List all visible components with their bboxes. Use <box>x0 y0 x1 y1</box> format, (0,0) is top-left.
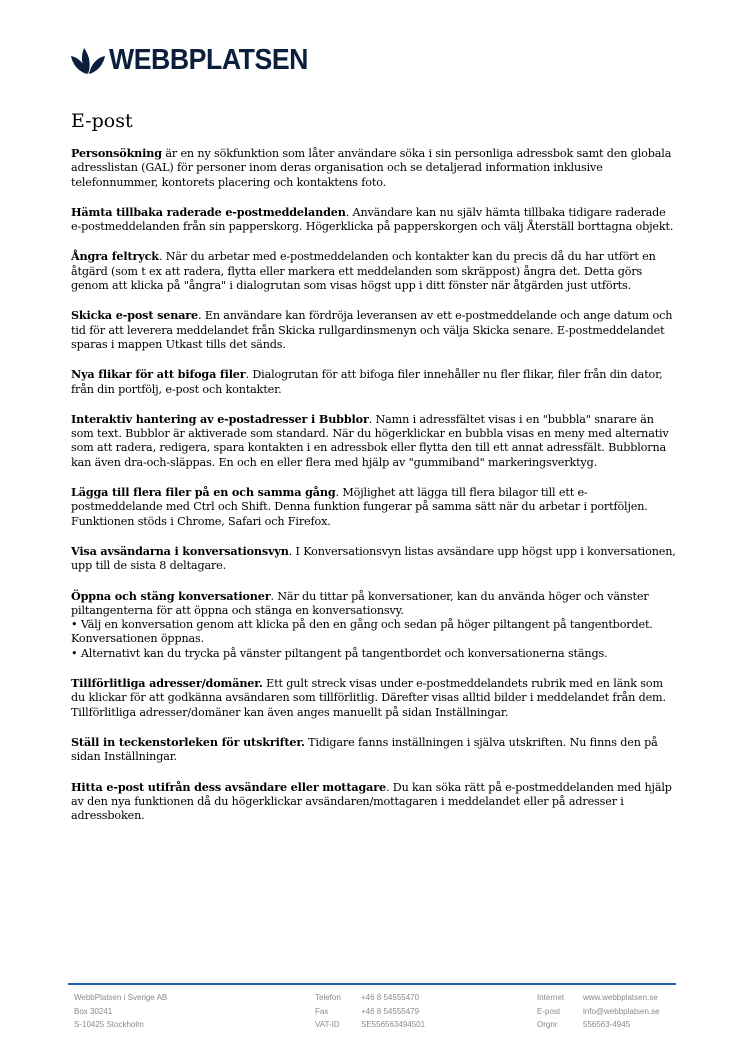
section-heading: Interaktiv hantering av e-postadresser i Bubblor <box>71 411 369 426</box>
section-text: . I Konversationsvyn listas avsändare upp högst upp i konversationen, upp till de sista 8 deltagare. <box>71 544 676 573</box>
section-heading: Visa avsändarna i konversationsvyn <box>71 543 289 558</box>
section-nya-flikar <box>71 367 677 397</box>
section-text: . Dialogrutan för att bifoga filer innehåller nu fler flikar, filer från din dator, från din portfölj, e-post och kontakter. <box>71 368 663 396</box>
leaf-logo-icon <box>70 42 106 78</box>
footer-website-link[interactable]: www.webbplatsen.se <box>583 993 658 1002</box>
section-heading: Öppna och stäng konversationer <box>71 588 271 603</box>
footer-label: Fax <box>315 1006 329 1016</box>
section-oppna-stang <box>71 589 677 661</box>
company-logo <box>70 40 325 80</box>
bullet-item: • Alternativt kan du trycka på vänster piltangent på tangentbordet och konversationerna stängs. <box>71 646 608 660</box>
section-text: Ett gult streck visas under e-postmeddelandets rubrik med en länk som du klickar för att godkänna avsändaren som tillförlitlig. Därefter visas alltid bilder i meddelandet från dem. Tillförlitliga adresser/domäner kan även anges manuellt på sidan Inställningar. <box>71 677 666 719</box>
section-heading: Personsökning <box>71 146 162 160</box>
section-heading: Ställ in teckenstorleken för utskrifter. <box>71 734 305 749</box>
section-text: är en ny sökfunktion som låter användare söka i sin personliga adressbok samt den globala adresslistan (GAL) för personer inom deras organisation och se detaljerad information inklusive telefonnummer, kontorets placering och kontaktens foto. <box>71 147 672 189</box>
footer-box: Box 30241 <box>74 1006 113 1016</box>
section-angra-feltryck <box>71 249 677 293</box>
footer-divider <box>68 983 676 985</box>
footer-email-link[interactable]: info@webbplatsen.se <box>583 1006 660 1016</box>
section-avsandare-konversationsvyn <box>71 544 677 574</box>
section-teckenstorlek <box>71 735 677 765</box>
bullet-item: • Välj en konversation genom att klicka på den en gång och sedan på höger piltangent på tangentbordet. Konversationen öppnas. <box>71 618 653 646</box>
footer-company-name: WebbPlatsen i Sverige AB <box>74 993 168 1002</box>
footer-label: VAT-ID <box>315 1020 340 1029</box>
section-tillforlitliga <box>71 676 677 720</box>
section-text: . En användare kan fördröja leveransen av ett e-postmeddelande och ange datum och tid för att leverera meddelandet från Skicka rullgardinsmenyn och välja Skicka senare. E-postmeddelandet sparas i mappen Utkast tills det sänds. <box>71 309 673 351</box>
section-text: . Användare kan nu själv hämta tillbaka tidigare raderade e-postmeddelanden från sin papperskorg. Högerklicka på papperskorgen och välj Återställ borttagna objekt. <box>71 205 674 234</box>
section-heading: Tillförlitliga adresser/domäner. <box>71 676 263 691</box>
footer-label: Orgnr <box>537 1020 558 1029</box>
footer-label: Internet <box>537 993 565 1002</box>
section-heading: Nya flikar för att bifoga filer <box>71 367 246 382</box>
section-skicka-senare <box>71 308 677 352</box>
footer-address <box>74 991 167 1032</box>
section-bubblor <box>71 412 677 470</box>
section-text: Tidigare fanns inställningen i själva utskriften. Nu finns den på sidan Inställningar. <box>71 735 658 764</box>
footer-label: E-post <box>537 1006 561 1016</box>
section-heading: Skicka e-post senare <box>71 308 199 323</box>
section-text: . När du tittar på konversationer, kan du använda höger och vänster piltangenterna för att öppna och stänga en konversationsvy. <box>71 589 649 617</box>
page-title: E-post <box>71 110 133 132</box>
section-text: . Namn i adressfältet visas i en "bubbla" snarare än som text. Bubblor är aktiverade som standard. När du högerklickar en bubbla visas en meny med alternativ som att radera, redigera, spara kontakten i en adressbok eller flytta den till ett annat adressfält. Bubblorna kan även dra-och-släppas. En och en eller flera med hjälp av "gummiband" markeringsverktyg. <box>71 412 669 469</box>
section-heading: Hämta tillbaka raderade e-postmeddelanden <box>71 204 346 219</box>
footer-web <box>537 991 660 1032</box>
footer-phone-value: +46 8 54555470 <box>361 993 420 1002</box>
footer-label: Telefon <box>315 993 341 1002</box>
section-heading: Lägga till flera filer på en och samma gång <box>71 485 336 500</box>
section-text: . När du arbetar med e-postmeddelanden och kontakter kan du precis då du har utfört en åtgärd (som t ex att radera, flytta eller markera ett meddelanden som skräppost) ångra det. Detta görs genom att klicka på "ångra" i dialogrutan som visas högst upp i ditt fönster när åtgärden just utförts. <box>71 250 656 293</box>
section-heading: Hitta e-post utifrån dess avsändare eller mottagare <box>71 779 386 794</box>
document-body <box>71 146 677 838</box>
footer-fax-value: +46 8 54555479 <box>361 1006 420 1016</box>
footer-city: S-10425 Stockholm <box>74 1020 144 1029</box>
section-hitta-epost <box>71 780 677 824</box>
section-flera-filer <box>71 485 677 529</box>
logo-wordmark: WEBBPLATSEN <box>109 43 308 76</box>
section-hamta-tillbaka <box>71 205 677 235</box>
section-text: . Möjlighet att lägga till flera bilagor till ett e-postmeddelande med Ctrl och Shift. Denna funktion fungerar på samma sätt när du arbetar i portföljen. Funktionen stöds i Chrome, Safari och Firefox. <box>71 486 648 528</box>
footer-vat-value: SE556563494501 <box>361 1020 426 1029</box>
footer-orgnr-value: 556563-4945 <box>583 1020 631 1029</box>
section-personsokning <box>71 146 677 190</box>
section-heading: Ångra feltryck <box>71 249 159 264</box>
footer-phone <box>315 991 425 1032</box>
section-text: . Du kan söka rätt på e-postmeddelanden med hjälp av den nya funktionen då du högerklickar avsändaren/mottagaren i meddelandet eller på adresser i adressboken. <box>71 780 672 823</box>
